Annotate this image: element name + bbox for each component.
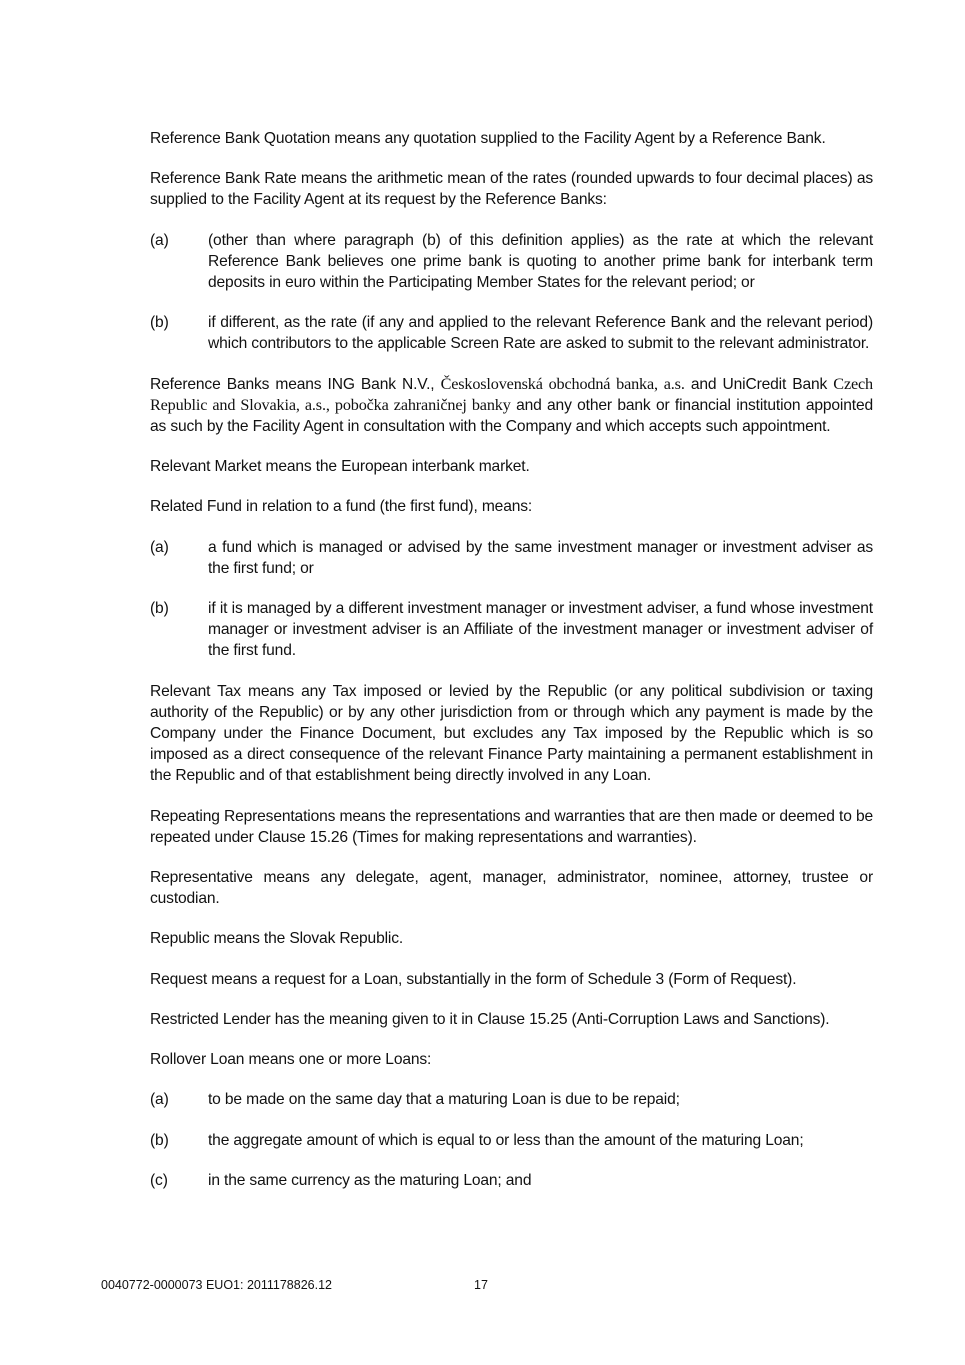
defined-term: Reference Banks: [150, 375, 270, 393]
definition-text: means ING Bank N.V.,: [269, 375, 441, 393]
list-item: [150, 537, 873, 579]
definition-text: means the European interbank market.: [261, 458, 530, 476]
definition-text: means the representations and warranties that are then made or deemed to be repeated under Clause 15.26 (Times for making representations and warranties).: [150, 807, 873, 846]
bank-name: Československá obchodná banka, a.s.: [440, 374, 685, 393]
definition-rollover-loan: [150, 1049, 873, 1070]
definition-text: in relation to a fund (the first fund), means:: [241, 498, 533, 516]
definition-reference-banks: [150, 374, 873, 438]
item-label: (a): [150, 1091, 169, 1109]
document-body: [150, 128, 873, 1210]
definition-restricted-lender: [150, 1009, 873, 1030]
list-item: [150, 312, 873, 354]
defined-term: Repeating Representations: [150, 807, 336, 825]
definition-text: means the Slovak Republic.: [209, 930, 404, 948]
item-text: if different, as the rate (if any and applied to the relevant Reference Bank and the relevant period) which contributors to the applicable Screen Rate are asked to submit to the relevant administrator.: [208, 314, 873, 353]
defined-term: Reference Bank Rate: [150, 170, 297, 188]
definition-text: and any other bank or financial institution appointed as such by the Facility Agent in consultation with the Company and which accepts such appointment.: [150, 396, 873, 436]
definition-text: means a request for a Loan, substantially in the form of Schedule 3 (Form of Request).: [207, 970, 797, 988]
defined-term: Request: [150, 970, 208, 988]
definition-representative: [150, 867, 873, 909]
defined-term: Relevant Tax: [150, 682, 241, 700]
list-item: [150, 230, 873, 294]
defined-term: Restricted Lender: [150, 1010, 271, 1028]
defined-term: Republic: [150, 930, 210, 948]
definition-relevant-tax: [150, 681, 873, 787]
definition-text: means any Tax imposed or levied by the Republic (or any political subdivision or taxing authority of the Republic) or by any other jurisdiction from or through which any payment is made by the Company under the Finance Document, but excludes any Tax imposed by the Republic which is so imposed as a direct consequence of the relevant Finance Party maintaining a permanent establishment in the Republic and of that establishment being directly involved in any Loan.: [150, 682, 873, 785]
item-label: (b): [150, 600, 169, 618]
defined-term: Rollover Loan: [150, 1051, 245, 1069]
list-item: [150, 598, 873, 662]
item-text: a fund which is managed or advised by the same investment manager or investment adviser as the first fund; or: [208, 538, 873, 577]
defined-term: Reference Bank Quotation: [150, 130, 331, 147]
definition-reference-bank-quotation: [150, 128, 873, 149]
item-label: (b): [150, 314, 169, 332]
definition-republic: [150, 928, 873, 949]
definition-text: has the meaning given to it in Clause 15.25 (Anti-Corruption Laws and Sanctions).: [270, 1010, 830, 1028]
defined-term: Relevant Market: [150, 458, 262, 476]
item-label: (a): [150, 231, 169, 249]
item-text: (other than where paragraph (b) of this definition applies) as the rate at which the relevant Reference Bank believes one prime bank is quoting to another prime bank for interbank term deposits in euro within the Participating Member States for the relevant period; or: [208, 231, 873, 292]
list-item: [150, 1130, 873, 1151]
list-item: [150, 1170, 873, 1191]
definition-text: and UniCredit Bank: [684, 375, 834, 393]
footer-doc-ref: 0040772-0000073 EUO1: 2011178826.12: [101, 1278, 332, 1292]
definition-reference-bank-rate: [150, 168, 873, 210]
defined-term: Related Fund: [150, 498, 242, 516]
item-label: (b): [150, 1131, 169, 1149]
item-label: (c): [150, 1171, 168, 1189]
item-text: to be made on the same day that a maturing Loan is due to be repaid;: [208, 1091, 680, 1109]
page-number: 17: [474, 1278, 488, 1292]
definition-text: means the arithmetic mean of the rates (rounded upwards to four decimal places) as supplied to the Facility Agent at its request by the Reference Banks:: [150, 170, 873, 209]
item-label: (a): [150, 538, 169, 556]
definition-related-fund: [150, 496, 873, 517]
definition-text: means any delegate, agent, manager, administrator, nominee, attorney, trustee or custodian.: [150, 869, 873, 908]
definition-text: means any quotation supplied to the Facility Agent by a Reference Bank.: [330, 130, 826, 147]
item-text: in the same currency as the maturing Loan; and: [208, 1171, 532, 1189]
definition-relevant-market: [150, 456, 873, 477]
definition-repeating-representations: [150, 806, 873, 848]
list-item: [150, 1089, 873, 1110]
item-text: if it is managed by a different investment manager or investment adviser, a fund whose investment manager or investment adviser is an Affiliate of the investment manager or investment adviser of the first fund.: [208, 600, 873, 660]
definition-text: means one or more Loans:: [244, 1051, 432, 1069]
definition-request: [150, 969, 873, 990]
defined-term: Representative: [150, 869, 253, 887]
bank-name: Czech Republic and Slovakia, a.s., pobočka zahraničnej banky: [150, 374, 873, 414]
item-text: the aggregate amount of which is equal to or less than the amount of the maturing Loan;: [208, 1131, 804, 1149]
